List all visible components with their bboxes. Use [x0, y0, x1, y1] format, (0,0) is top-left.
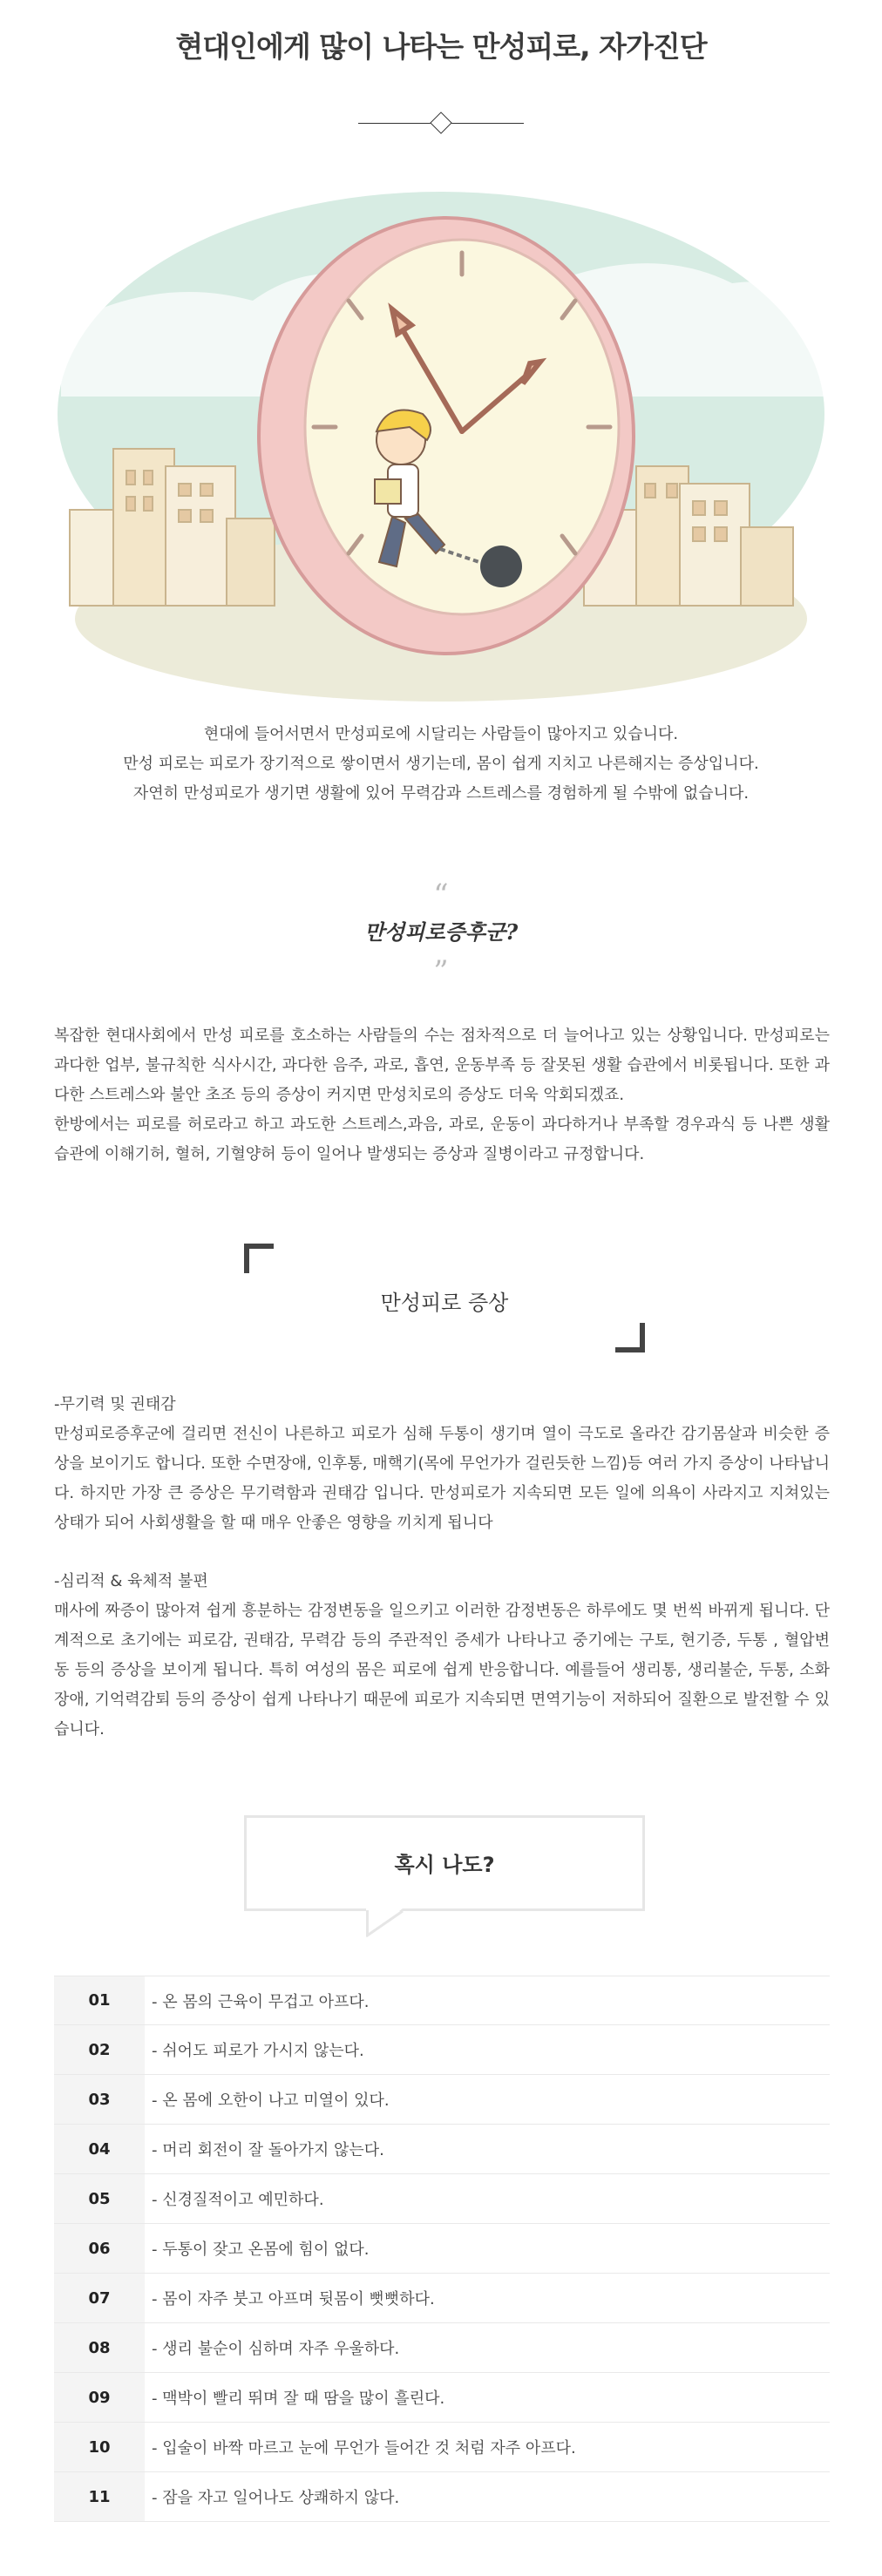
row-number: 06 — [54, 2224, 145, 2273]
bubble-tail — [366, 1907, 410, 1938]
row-text: - 쉬어도 피로가 가시지 않는다. — [152, 2042, 364, 2060]
symptom-section — [54, 1567, 830, 1745]
row-text: - 머리 회전이 잘 돌아가지 않는다. — [152, 2141, 384, 2159]
speech-bubble-icon — [244, 1815, 645, 1937]
checklist-table — [54, 1976, 830, 2522]
row-number: 09 — [54, 2373, 145, 2422]
divider-diamond-icon — [430, 112, 451, 133]
row-text: - 맥박이 빨리 뛰며 잘 때 땀을 많이 흘린다. — [152, 2390, 445, 2408]
intro-text — [0, 720, 882, 809]
intro-line: 자연히 만성피로가 생기면 생활에 있어 무력감과 스트레스를 경험하게 될 수밖에 없습니다. — [132, 784, 750, 803]
syndrome-body — [54, 1021, 830, 1169]
row-text: - 온 몸의 근육이 무겁고 아프다. — [152, 1992, 370, 2011]
row-text: - 신경질적이고 예민하다. — [152, 2191, 324, 2209]
checklist-row — [54, 2025, 830, 2075]
row-number: 04 — [54, 2125, 145, 2173]
syndrome-paragraph: 복잡한 현대사회에서 만성 피로를 호소하는 사람들의 수는 점차적으로 더 늘어나고 있는 상황입니다. 만성피로는 과다한 업부, 불규칙한 식사시간, 과다한 음주, 과로, 흡연, 운동부족 등 잘못된 생활 습관에서 비롯됩니다. 또한 과다한 스트레스와 불안 초조 등의 증상이 커지면 만성치로의 증상도 더욱 악회되겠죠. — [54, 1027, 830, 1104]
symptom-section — [54, 1390, 830, 1538]
corner-bracket-icon — [244, 1244, 249, 1273]
row-text: - 두통이 잦고 온몸에 힘이 없다. — [152, 2240, 370, 2259]
checklist-row — [54, 2323, 830, 2373]
row-number: 10 — [54, 2423, 145, 2471]
symptom-body: 매사에 짜증이 많아져 쉽게 흥분하는 감정변동을 일으키고 이러한 감정변동은 하루에도 몇 번씩 바뀌게 됩니다. 단계적으로 초기에는 피로감, 권태감, 무력감 등의 주관적인 증세가 나타나고 중기에는 구토, 현기증, 두통 , 혈압변동 등의 증상을 보이게 됩니다. 특히 여성의 몸은 피로에 쉽게 반응합니다. 예를들어 생리통, 생리불순, 두통, 소화장애, 기억력감퇴 등의 증상이 쉽게 나타나기 때문에 피로가 지속되면 면역기능이 저하되어 질환으로 발전할 수 있습니다. — [54, 1602, 830, 1739]
iron-ball — [480, 546, 522, 587]
symptom-title: -심리적 & 육체적 불편 — [54, 1572, 208, 1590]
checklist-row — [54, 1976, 830, 2025]
page-title: 현대인에게 많이 나타는 만성피로, 자가진단 — [175, 30, 707, 64]
bubble-box — [244, 1815, 645, 1911]
symptoms-heading-box — [244, 1244, 645, 1352]
quote-open-icon: “ — [433, 878, 449, 912]
checklist-row — [54, 2174, 830, 2224]
corner-bracket-icon — [640, 1323, 645, 1352]
syndrome-heading: 만성피로증후군? — [363, 919, 519, 945]
checklist-row — [54, 2423, 830, 2472]
title-divider — [358, 112, 524, 134]
quote-close-icon: ” — [433, 954, 449, 989]
row-number: 11 — [54, 2472, 145, 2521]
checklist-heading: 혹시 나도? — [394, 1853, 495, 1877]
row-text: - 몸이 자주 붓고 아프며 뒷몸이 뻣뻣하다. — [152, 2290, 435, 2308]
checklist-row — [54, 2274, 830, 2323]
checklist-row — [54, 2224, 830, 2274]
row-text: - 생리 불순이 심하며 자주 우울하다. — [152, 2340, 400, 2358]
row-number: 03 — [54, 2075, 145, 2124]
intro-line: 현대에 들어서면서 만성피로에 시달리는 사람들이 많아지고 있습니다. — [203, 725, 679, 743]
symptoms-heading: 만성피로 증상 — [380, 1291, 509, 1315]
row-number: 05 — [54, 2174, 145, 2223]
intro-line: 만성 피로는 피로가 장기적으로 쌓이면서 생기는데, 몸이 쉽게 지치고 나른해지는 증상입니다. — [123, 755, 759, 773]
syndrome-paragraph: 한방에서는 피로를 허로라고 하고 과도한 스트레스,과음, 과로, 운동이 과다하거나 부족할 경우과식 등 나쁜 생활습관에 이해기허, 혈허, 기혈양허 등이 일어나 발생되는 증상과 질병이라고 규정합니다. — [54, 1115, 830, 1163]
row-number: 07 — [54, 2274, 145, 2322]
row-text: - 잠을 자고 일어나도 상쾌하지 않다. — [152, 2489, 400, 2507]
symptom-title: -무기력 및 권태감 — [54, 1395, 176, 1413]
checklist-row — [54, 2472, 830, 2522]
row-number: 02 — [54, 2025, 145, 2074]
clock-hamster-wheel-illustration — [52, 179, 830, 710]
row-number: 01 — [54, 1976, 145, 2024]
checklist-row — [54, 2373, 830, 2423]
checklist-row — [54, 2125, 830, 2174]
symptom-body: 만성피로증후군에 걸리면 전신이 나른하고 피로가 심해 두통이 생기며 열이 극도로 올라간 감기몸살과 비슷한 증상을 보이기도 합니다. 또한 수면장애, 인후통, 매핵기(목에 무언가가 걸린듯한 느낌)등 여러 가지 증상이 나타납니다. 하지만 가장 큰 증상은 무기력함과 권태감 입니다. 만성피로가 지속되면 모든 일에 의욕이 사라지고 지쳐있는 상태가 되어 사회생활을 할 때 매우 안좋은 영향을 끼치게 됩니다 — [54, 1425, 830, 1532]
row-text: - 입술이 바짝 마르고 눈에 무언가 들어간 것 처럼 자주 아프다. — [152, 2439, 576, 2457]
row-number: 08 — [54, 2323, 145, 2372]
checklist-row — [54, 2075, 830, 2125]
row-text: - 온 몸에 오한이 나고 미열이 있다. — [152, 2091, 390, 2110]
